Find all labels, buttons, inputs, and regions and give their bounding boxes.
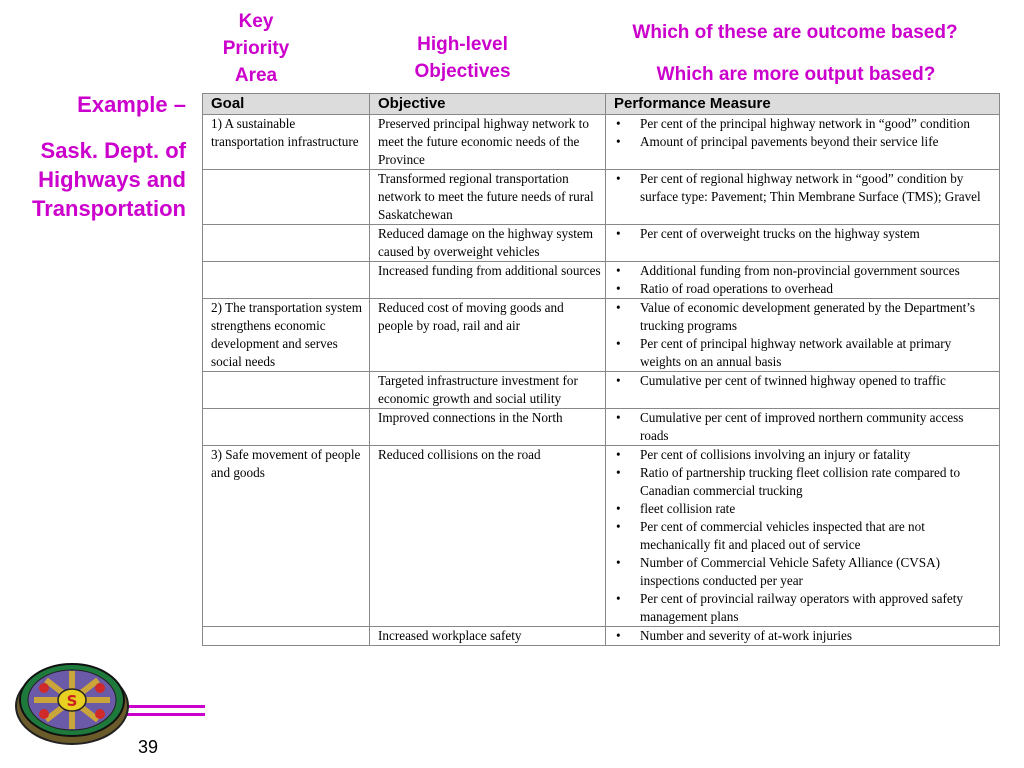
performance-measure-cell [606,372,1000,409]
performance-measure-cell [606,225,1000,262]
goal-cell [203,262,370,299]
outcome-question: Which of these are outcome based? [632,22,958,43]
objective-cell: Transformed regional transportation network to meet the future needs of rural Saskatchewan [370,170,606,225]
table-row [203,627,1000,646]
performance-measure-cell [606,115,1000,170]
measure-item: • Per cent of overweight trucks on the highway system [640,225,995,243]
measure-item: • Per cent of regional highway network in “good” condition by surface type: Pavement; Thin Membrane Surface (TMS); Gravel [640,170,995,206]
measure-item: • fleet collision rate [640,500,995,518]
performance-measure-cell [606,299,1000,372]
slide-number: 39 [138,737,159,757]
department-name: Sask. Dept. of Highways and Transportation [31,138,186,221]
measure-item: • Per cent of provincial railway operators with approved safety management plans [640,590,995,626]
table-row [203,115,1000,170]
goal-cell: 1) A sustainable transportation infrastructure [203,115,370,170]
performance-measures-table [202,93,1000,646]
goal-cell [203,170,370,225]
goal-cell: 3) Safe movement of people and goods [203,446,370,627]
svg-text:S: S [66,692,78,710]
measure-item: • Number of Commercial Vehicle Safety Alliance (CVSA) inspections conducted per year [640,554,995,590]
measure-item: • Per cent of principal highway network available at primary weights on an annual basis [640,335,995,371]
performance-measure-cell [606,170,1000,225]
measure-item: • Per cent of collisions involving an injury or fatality [640,446,995,464]
table-row [203,446,1000,627]
saskatchewan-wheel-logo-icon [12,648,132,748]
measure-list [640,262,995,298]
objective-cell: Increased workplace safety [370,627,606,646]
objective-cell: Reduced damage on the highway system caused by overweight vehicles [370,225,606,262]
measure-item: • Per cent of commercial vehicles inspected that are not mechanically fit and placed out of service [640,518,995,554]
measure-list [640,115,995,151]
performance-measure-cell [606,627,1000,646]
output-question: Which are more output based? [656,64,936,85]
measure-list [640,627,995,645]
column-header-goal: Goal [203,94,370,115]
objective-cell: Improved connections in the North [370,409,606,446]
table-body [203,115,1000,646]
objective-cell: Preserved principal highway network to meet the future economic needs of the Province [370,115,606,170]
measure-list [640,372,995,390]
goal-cell [203,409,370,446]
goal-cell: 2) The transportation system strengthens economic development and serves social needs [203,299,370,372]
measure-item: • Ratio of road operations to overhead [640,280,995,298]
measure-item: • Number and severity of at-work injuries [640,627,995,645]
objective-cell: Increased funding from additional sources [370,262,606,299]
table-row [203,299,1000,372]
measure-item: • Amount of principal pavements beyond their service life [640,133,995,151]
high-level-objectives-label: High-level Objectives [414,34,511,82]
measure-item: • Ratio of partnership trucking fleet collision rate compared to Canadian commercial trucking [640,464,995,500]
table-row [203,170,1000,225]
measure-list [640,409,995,445]
measure-list [640,225,995,243]
key-priority-area-label: Key Priority Area [222,11,290,86]
measure-list [640,170,995,206]
table-row [203,225,1000,262]
goal-cell [203,372,370,409]
performance-measure-cell [606,262,1000,299]
measure-item: • Cumulative per cent of twinned highway opened to traffic [640,372,995,390]
table-row [203,262,1000,299]
measure-item: • Additional funding from non-provincial government sources [640,262,995,280]
table-row [203,372,1000,409]
goal-cell [203,225,370,262]
column-header-objective: Objective [370,94,606,115]
measure-item: • Cumulative per cent of improved northern community access roads [640,409,995,445]
goal-cell [203,627,370,646]
objective-cell: Reduced cost of moving goods and people by road, rail and air [370,299,606,372]
example-heading: Example – [77,92,186,117]
performance-measure-cell [606,409,1000,446]
measure-list [640,299,995,371]
column-header-performance-measure: Performance Measure [606,94,1000,115]
table-row [203,409,1000,446]
performance-measure-cell [606,446,1000,627]
objective-cell: Targeted infrastructure investment for economic growth and social utility [370,372,606,409]
measure-item: • Per cent of the principal highway network in “good” condition [640,115,995,133]
measure-list [640,446,995,626]
objective-cell: Reduced collisions on the road [370,446,606,627]
table-header-row [203,94,1000,115]
measure-item: • Value of economic development generated by the Department’s trucking programs [640,299,995,335]
